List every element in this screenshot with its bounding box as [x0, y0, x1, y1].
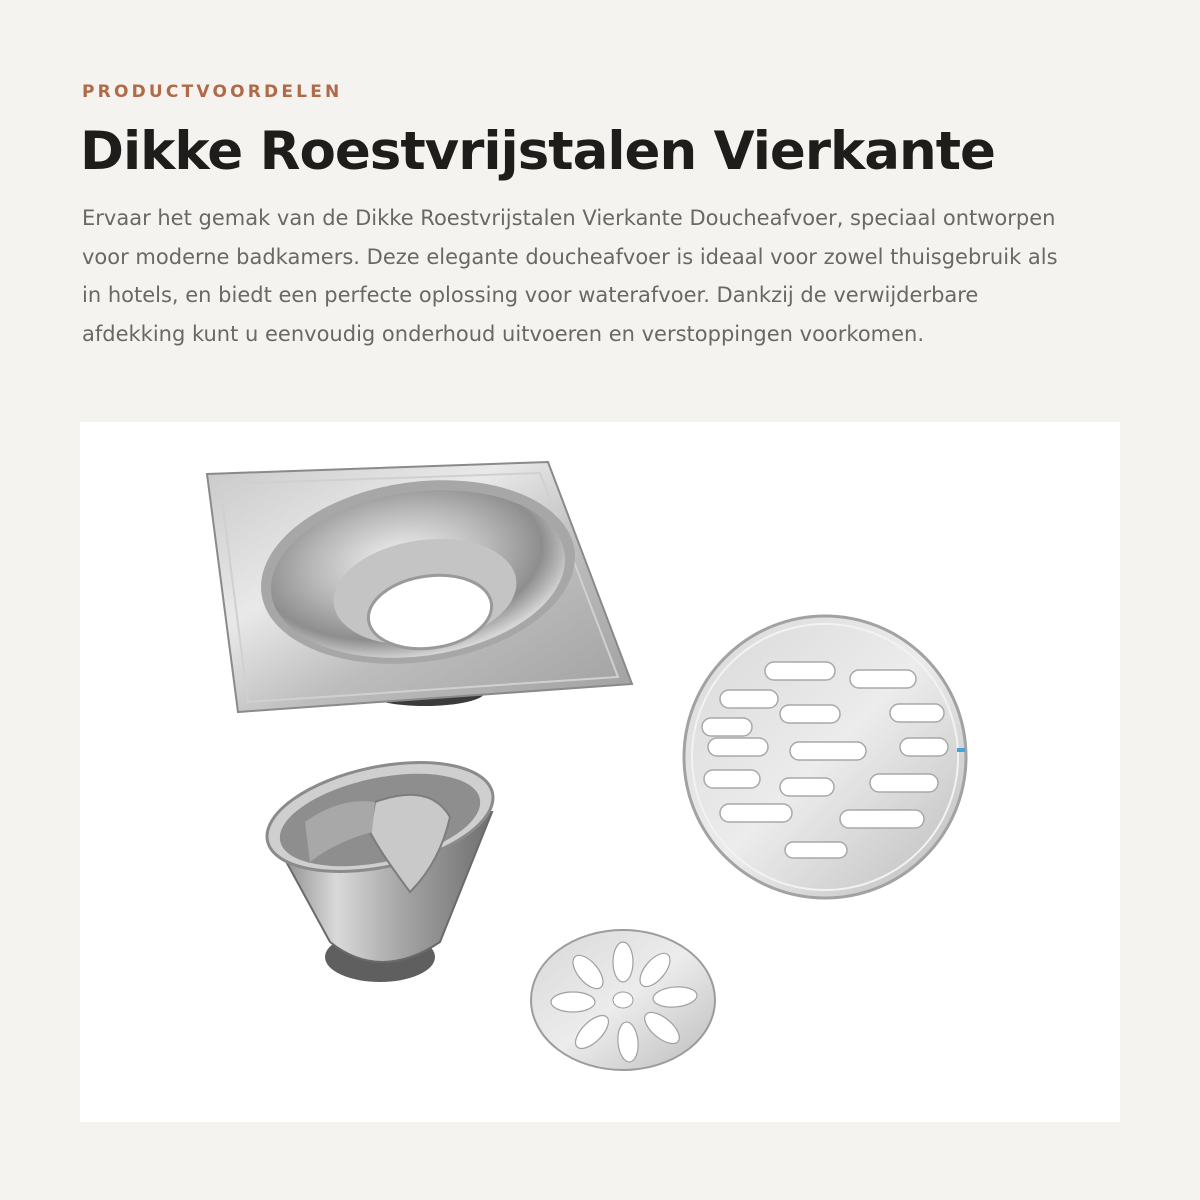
eyebrow-label: PRODUCTVOORDELEN [82, 82, 343, 102]
odor-trap-cup [257, 744, 503, 982]
drain-components-illustration [80, 422, 1120, 1122]
square-drain-body [207, 461, 632, 712]
small-strainer-disc [531, 930, 715, 1070]
section-title: Dikke Roestvrijstalen Vierkante [80, 121, 996, 182]
round-grate-cover [684, 616, 966, 898]
product-photo [80, 422, 1120, 1122]
section-description: Ervaar het gemak van de Dikke Roestvrijstalen Vierkante Doucheafvoer, speciaal ontworpen voor moderne badkamers. Deze elegante doucheafvoer is ideaal voor zowel thuisgebruik als in hotels, en biedt een perfecte oplossing voor waterafvoer. Dankzij de verwijderbare afdekking kunt u eenvoudig onderhoud uitvoeren en verstoppingen voorkomen. [82, 206, 1058, 346]
